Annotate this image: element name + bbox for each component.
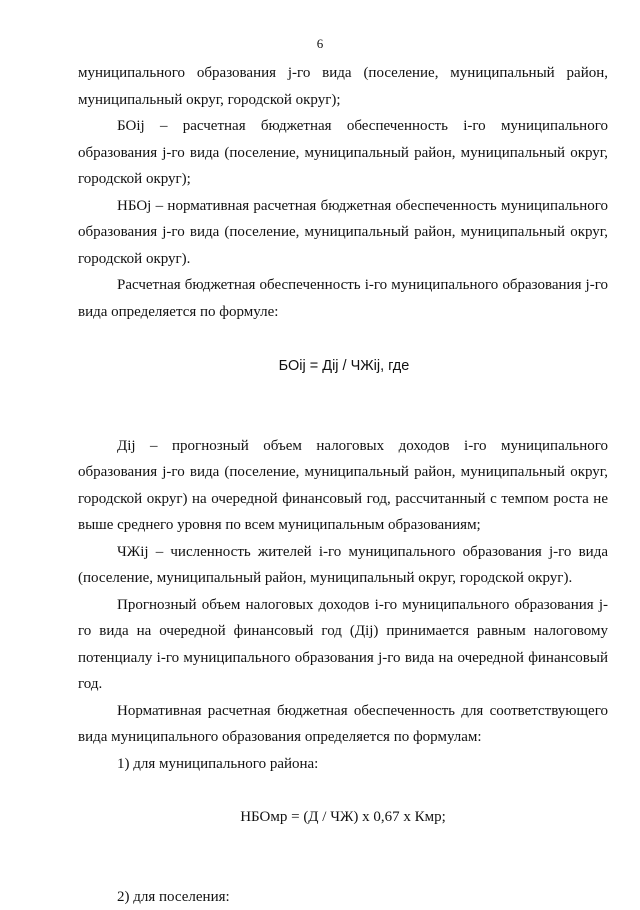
page-number: 6 [0,36,640,52]
paragraph-formula-intro: Расчетная бюджетная обеспеченность i-го муниципального образования j-го вида определяется по формуле: [78,272,608,325]
paragraph-normative: Нормативная расчетная бюджетная обеспеченность для соответствующего вида муниципального образования определяется по формулам: [78,698,608,751]
definition-nboj: НБОj – нормативная расчетная бюджетная обеспеченность муниципального образования j-го вида (поселение, муниципальный район, муниципальный округ, городской округ). [78,193,608,273]
list-item-district: 1) для муниципального района: [78,751,608,778]
formula-boij: БОij = Дij / ЧЖij, где [78,353,608,380]
definition-dij: Дij – прогнозный объем налоговых доходов i-го муниципального образования j-го вида (поселение, муниципальный район, муниципальный округ, городской округ) на очередной финансовый год, рассчитанный с темпом роста не выше среднего уровня по всем муниципальным образованиям; [78,433,608,539]
formula-nbomr: НБОмр = (Д / ЧЖ) x 0,67 x Кмр; [78,804,608,831]
paragraph-forecast: Прогнозный объем налоговых доходов i-го муниципального образования j-го вида на очередной финансовый год (Дij) принимается равным налоговому потенциалу i-го муниципального образования j-го вида на очередной финансовый год. [78,592,608,698]
document-body [78,60,608,910]
definition-chzhij: ЧЖij – численность жителей i-го муниципального образования j-го вида (поселение, муниципальный район, муниципальный округ, городской округ). [78,539,608,592]
paragraph-continuation: муниципального образования j-го вида (поселение, муниципальный район, муниципальный округ, городской округ); [78,60,608,113]
list-item-settlement: 2) для поселения: [78,884,608,910]
definition-boij: БОij – расчетная бюджетная обеспеченность i-го муниципального образования j-го вида (поселение, муниципальный район, муниципальный округ, городской округ); [78,113,608,193]
